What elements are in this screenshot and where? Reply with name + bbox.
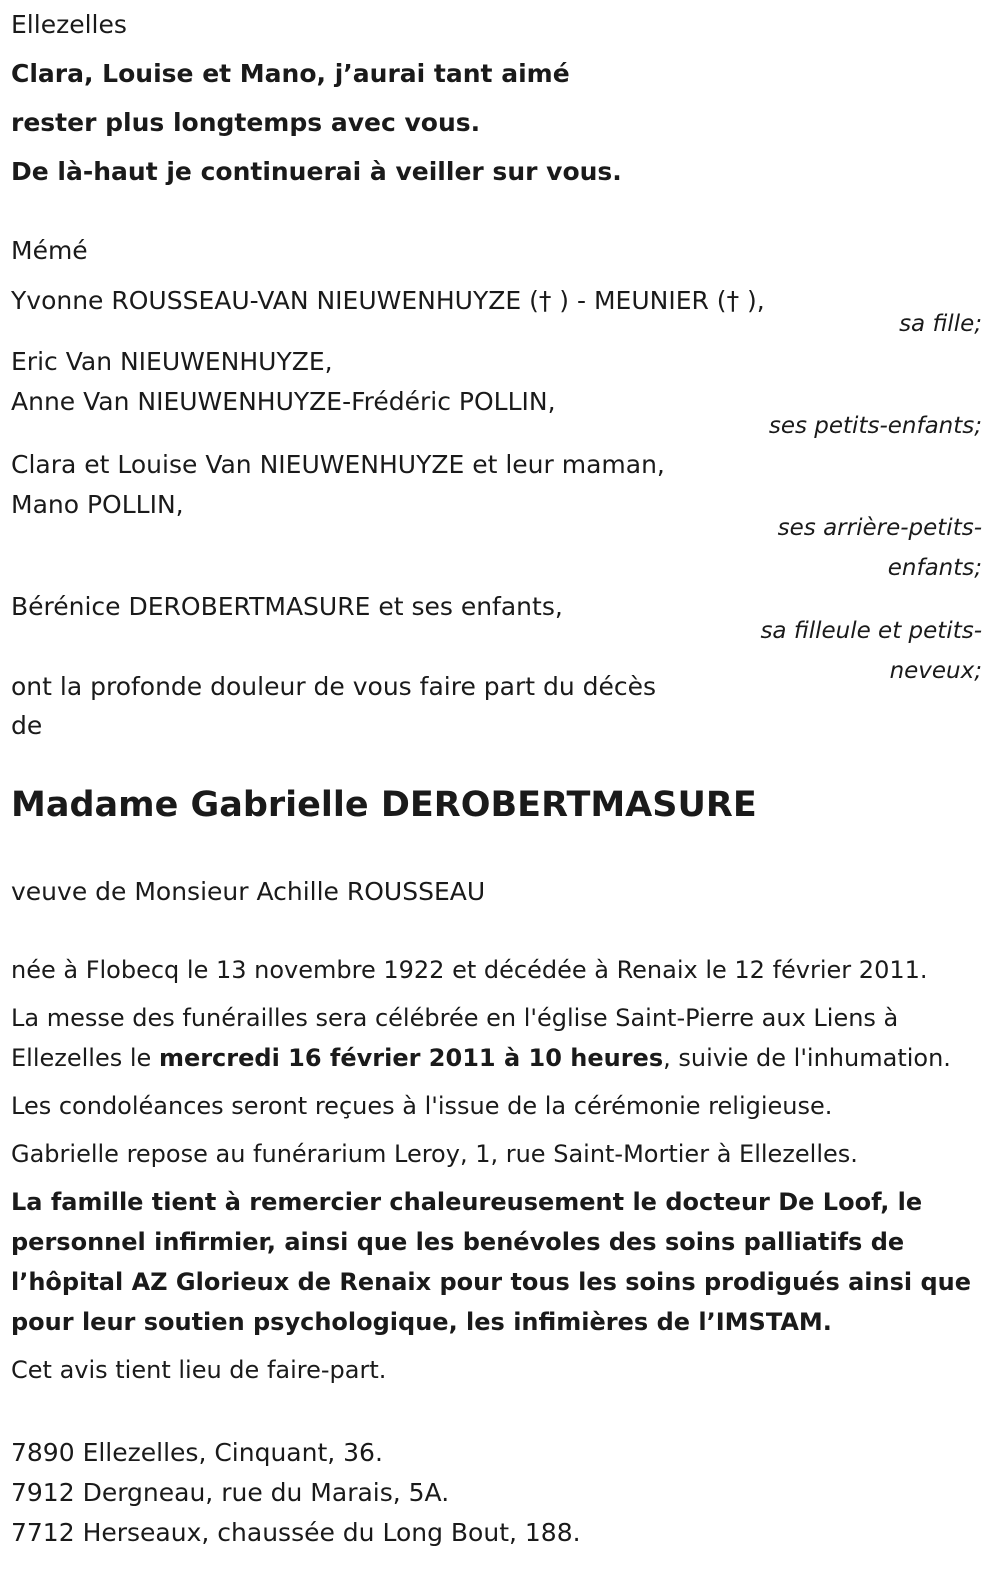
announcement-line-2: de [11,711,43,740]
great-grandchild-line-1: Clara et Louise Van NIEUWENHUYZE et leur maman, [11,450,665,479]
grandchildren-role: ses petits-enfants; [768,413,982,439]
mass-date: mercredi 16 février 2011 à 10 heures [158,1044,664,1072]
address-2: 7912 Dergneau, rue du Marais, 5A. [11,1478,450,1507]
announcement-line-1: ont la profonde douleur de vous faire part du décès [11,672,657,701]
grandchild-line-2: Anne Van NIEUWENHUYZE-Frédéric POLLIN, [11,387,556,416]
great-grandchildren-role-1: ses arrière-petits- [777,515,982,541]
birth-death: née à Flobecq le 13 novembre 1922 et décédée à Renaix le 12 février 2011. [11,956,928,984]
thanks-line-1: La famille tient à remercier chaleureusement le docteur De Loof, le [11,1188,923,1216]
resting-place: Gabrielle repose au funérarium Leroy, 1, rue Saint-Mortier à Ellezelles. [11,1140,858,1168]
widow-of: veuve de Monsieur Achille ROUSSEAU [11,877,486,906]
address-1: 7890 Ellezelles, Cinquant, 36. [11,1438,383,1467]
notice: Cet avis tient lieu de faire-part. [11,1356,387,1384]
header-place: Ellezelles [11,10,127,39]
mass-line-1: La messe des funérailles sera célébrée en l'église Saint-Pierre aux Liens à [11,1004,899,1032]
thanks-line-2: personnel infirmier, ainsi que les benévoles des soins palliatifs de [11,1228,905,1256]
great-grandchild-line-2: Mano POLLIN, [11,490,184,519]
goddaughter-role-2: neveux; [889,658,982,684]
address-3: 7712 Herseaux, chaussée du Long Bout, 188. [11,1518,581,1547]
details-block [11,950,986,1390]
intro-line-1: Clara, Louise et Mano, j’aurai tant aimé [11,59,570,88]
grandchild-line-1: Eric Van NIEUWENHUYZE, [11,347,333,376]
mass-line-2 [11,1038,986,1078]
condolences: Les condoléances seront reçues à l'issue de la cérémonie religieuse. [11,1092,833,1120]
goddaughter-role-1: sa filleule et petits- [760,618,982,644]
goddaughter-line: Bérénice DEROBERTMASURE et ses enfants, [11,592,563,621]
great-grandchildren-role-2: enfants; [887,555,982,581]
intro-line-3: De là-haut je continuerai à veiller sur vous. [11,157,622,186]
mass-suffix: , suivie de l'inhumation. [663,1044,951,1072]
deceased-name: Madame Gabrielle DEROBERTMASURE [11,785,757,825]
thanks-line-4: pour leur soutien psychologique, les infimières de l’IMSTAM. [11,1308,832,1336]
intro-line-2: rester plus longtemps avec vous. [11,108,481,137]
thanks-line-3: l’hôpital AZ Glorieux de Renaix pour tous les soins prodigués ainsi que [11,1268,972,1296]
daughter-line: Yvonne ROUSSEAU-VAN NIEUWENHUYZE († ) - MEUNIER († ), [11,286,765,315]
daughter-role: sa fille; [899,311,982,337]
mass-prefix: Ellezelles le [11,1044,159,1072]
nickname: Mémé [11,236,88,265]
